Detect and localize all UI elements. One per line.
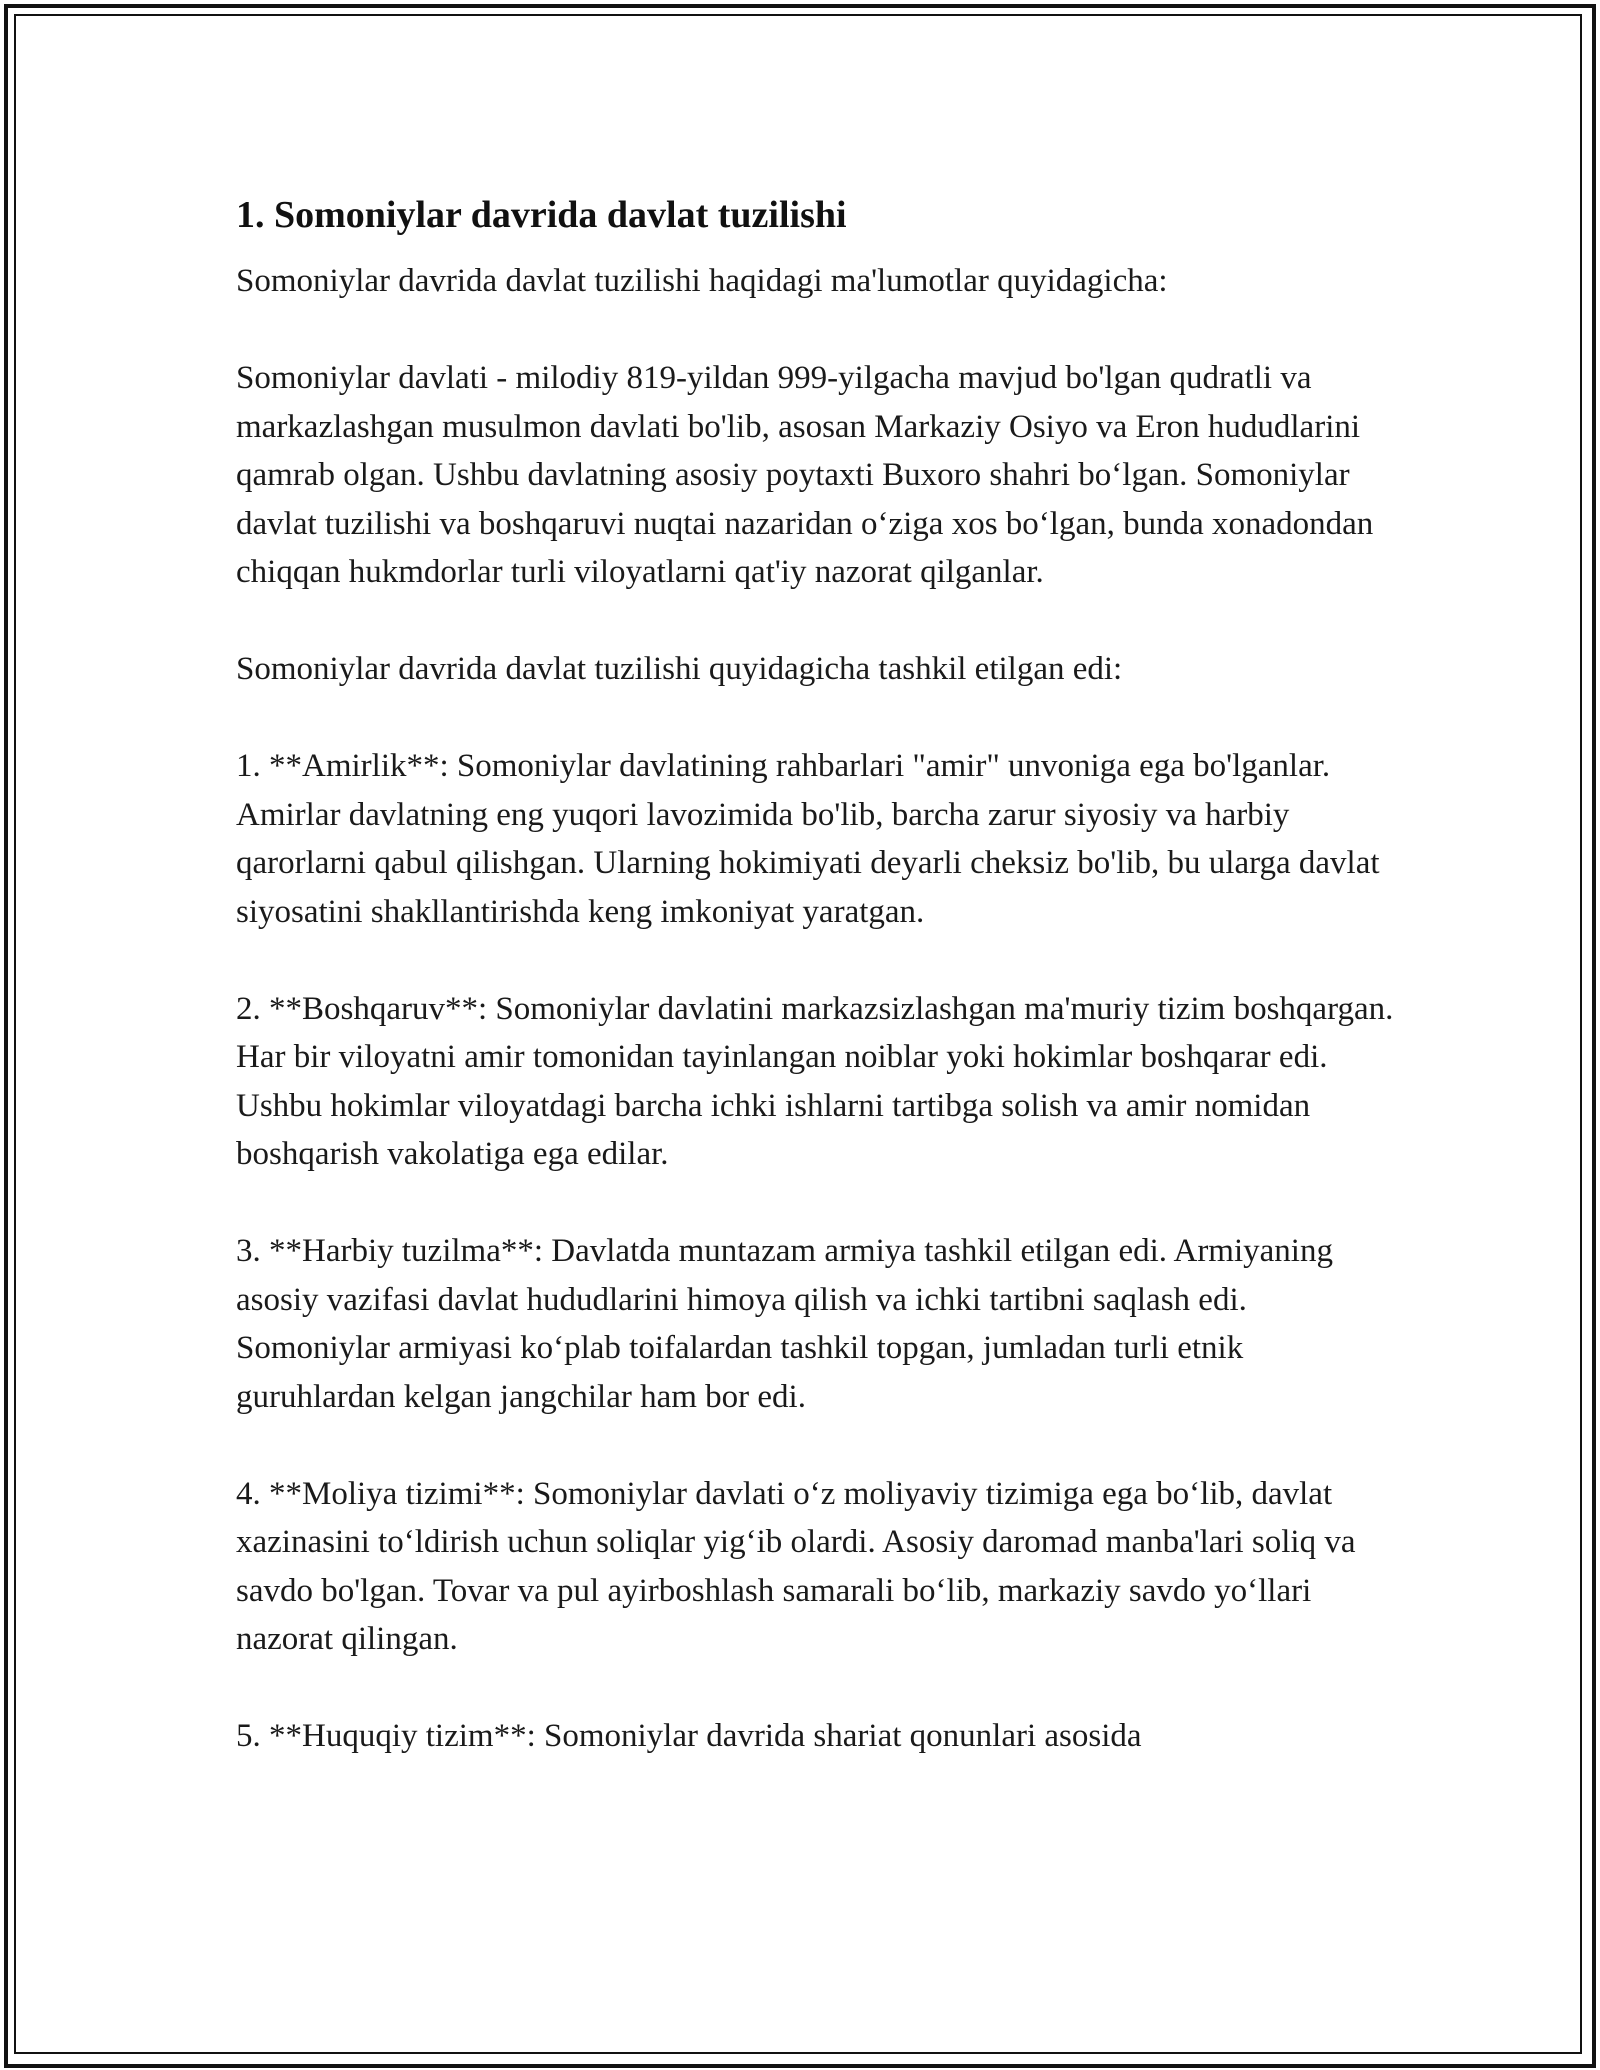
list-item-moliya-tizimi: 4. **Moliya tizimi**: Somoniylar davlati o‘z moliyaviy tizimiga ega bo‘lib, davlat xazinasini to‘ldirish uchun soliqlar yig‘ib olardi. Asosiy daromad manba'lari soliq va savdo bo'lgan. Tovar va pul ayirboshlash samarali bo‘lib, markaziy savdo yo‘llari nazorat qilingan. bbox=[236, 1475, 1356, 1657]
structure-intro-paragraph: Somoniylar davrida davlat tuzilishi quyidagicha tashkil etilgan edi: bbox=[236, 651, 1123, 687]
list-item-huquqiy-tizim: 5. **Huquqiy tizim**: Somoniylar davrida shariat qonunlari asosida bbox=[236, 1718, 1142, 1754]
list-item-boshqaruv: 2. **Boshqaruv**: Somoniylar davlatini markazsizlashgan ma'muriy tizim boshqargan. Har bir viloyatni amir tomonidan tayinlangan noiblar yoki hokimlar boshqarar edi. Ushbu hokimlar viloyatdagi barcha ichki ishlarni tartibga solish va amir nomidan boshqarish vakolatiga ega edilar. bbox=[236, 990, 1394, 1172]
list-item-harbiy-tuzilma: 3. **Harbiy tuzilma**: Davlatda muntazam armiya tashkil etilgan edi. Armiyaning asosiy vazifasi davlat hududlarini himoya qilish va ichki tartibni saqlash edi. Somoniylar armiyasi ko‘plab toifalardan tashkil topgan, jumladan turli etnik guruhlardan kelgan jangchilar ham bor edi. bbox=[236, 1233, 1333, 1415]
intro-paragraph: Somoniylar davrida davlat tuzilishi haqidagi ma'lumotlar quyidagicha: bbox=[236, 263, 1168, 299]
list-item-amirlik: 1. **Amirlik**: Somoniylar davlatining rahbarlari "amir" unvoniga ega bo'lganlar. Amirlar davlatning eng yuqori lavozimida bo'lib, barcha zarur siyosiy va harbiy qarorlarni qabul qilishgan. Ularning hokimiyati deyarli cheksiz bo'lib, bu ularga davlat siyosatini shakllantirishda keng imkoniyat yaratgan. bbox=[236, 748, 1380, 930]
document-body bbox=[236, 185, 1396, 1761]
document-heading: 1. Somoniylar davrida davlat tuzilishi bbox=[236, 194, 847, 236]
overview-paragraph: Somoniylar davlati - milodiy 819-yildan 999-yilgacha mavjud bo'lgan qudratli va markazlashgan musulmon davlati bo'lib, asosan Markaziy Osiyo va Eron hududlarini qamrab olgan. Ushbu davlatning asosiy poytaxti Buxoro shahri bo‘lgan. Somoniylar davlat tuzilishi va boshqaruvi nuqtai nazaridan o‘ziga xos bo‘lgan, bunda xonadondan chiqqan hukmdorlar turli viloyatlarni qat'iy nazorat qilganlar. bbox=[236, 360, 1374, 590]
